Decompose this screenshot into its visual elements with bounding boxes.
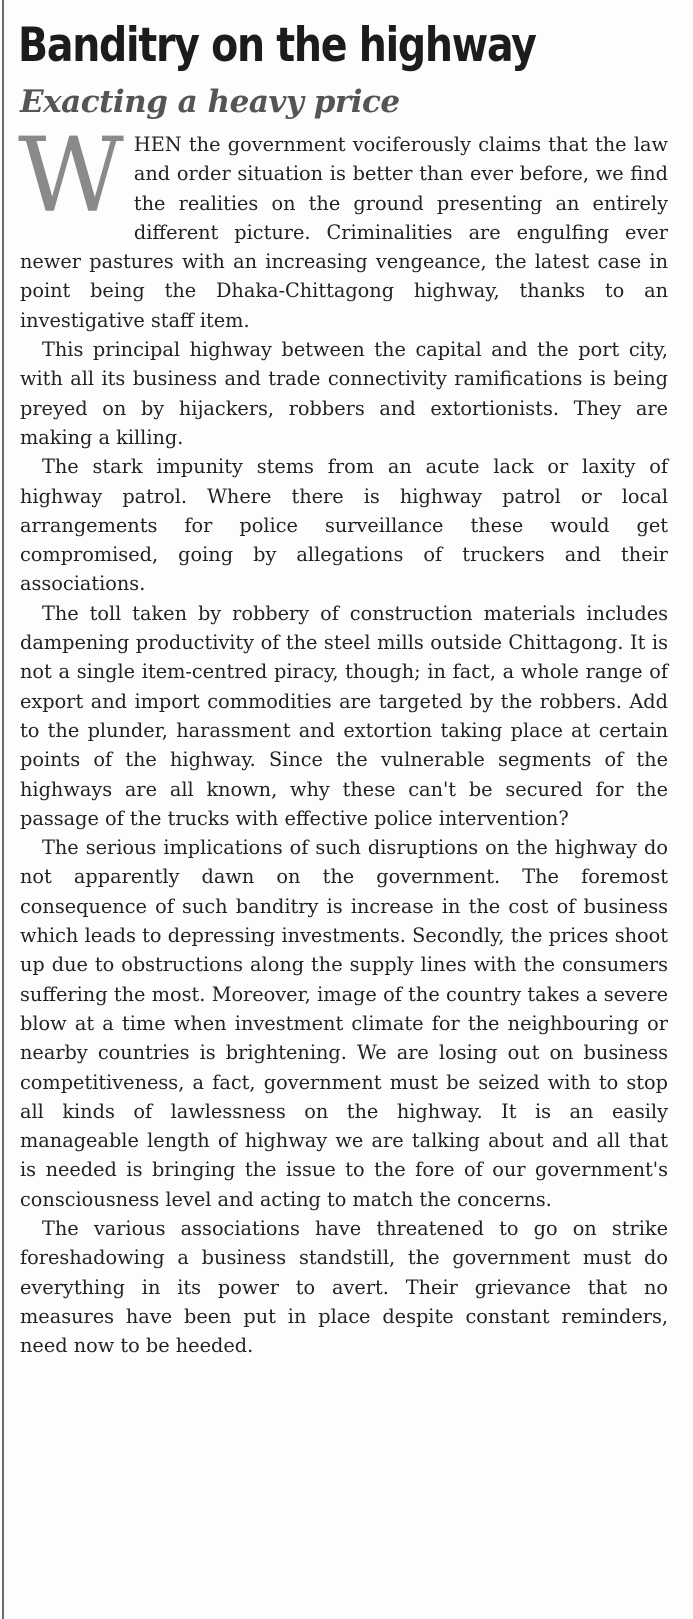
column-rule bbox=[2, 0, 4, 1619]
paragraph-4: The toll taken by robbery of construction materials includes dampening productivity of the steel mills outside Chittagong. It is not a single item-centred piracy, though; in fact, a whole range of export and import commodities are targeted by the robbers. Add to the plunder, harassment and extortion taking place at certain points of the highway. Since the vulnerable segments of the highways are all known, why these can't be secured for the passage of the trucks with effective police intervention? bbox=[20, 601, 668, 830]
paragraph-1 bbox=[18, 116, 668, 335]
headline: Banditry on the highway bbox=[18, 18, 536, 73]
paragraph-3: The stark impunity stems from an acute lack or laxity of highway patrol. Where there is highway patrol or local arrangements for police surveillance these would get compromised, going by allegations of truckers and their associations. bbox=[20, 455, 668, 596]
paragraph-1-text: HEN the government vociferously claims that the law and order situation is better than ever before, we find the realities on the ground presenting an entirely different picture. Criminalities are engulfing ever newer pastures with an increasing vengeance, the latest case in point being the Dhaka-Chittagong highway, thanks to an investigative staff item. bbox=[20, 133, 668, 332]
paragraph-2: This principal highway between the capital and the port city, with all its business and trade connectivity ramifications is being preyed on by hijackers, robbers and extortionists. They are making a killing. bbox=[20, 338, 668, 449]
paragraph-5: The serious implications of such disruptions on the highway do not apparently dawn on the government. The foremost consequence of such banditry is increase in the cost of business which leads to depressing investments. Secondly, the prices shoot up due to obstructions along the supply lines with the consumers suffering the most. Moreover, image of the country takes a severe blow at a time when investment climate for the neighbouring or nearby countries is brightening. We are losing out on business competitiveness, a fact, government must be seized with to stop all kinds of lawlessness on the highway. It is an easily manageable length of highway we are talking about and all that is needed is bringing the issue to the fore of our government's consciousness level and acting to match the concerns. bbox=[20, 836, 668, 1211]
article-body bbox=[18, 116, 668, 1360]
paragraph-6: The various associations have threatened to go on strike foreshadowing a business standstill, the government must do everything in its power to avert. Their grievance that no measures have been put in place despite constant reminders, need now to be heeded. bbox=[20, 1216, 668, 1358]
drop-cap: W bbox=[18, 116, 124, 236]
subheadline: Exacting a heavy price bbox=[20, 84, 400, 120]
